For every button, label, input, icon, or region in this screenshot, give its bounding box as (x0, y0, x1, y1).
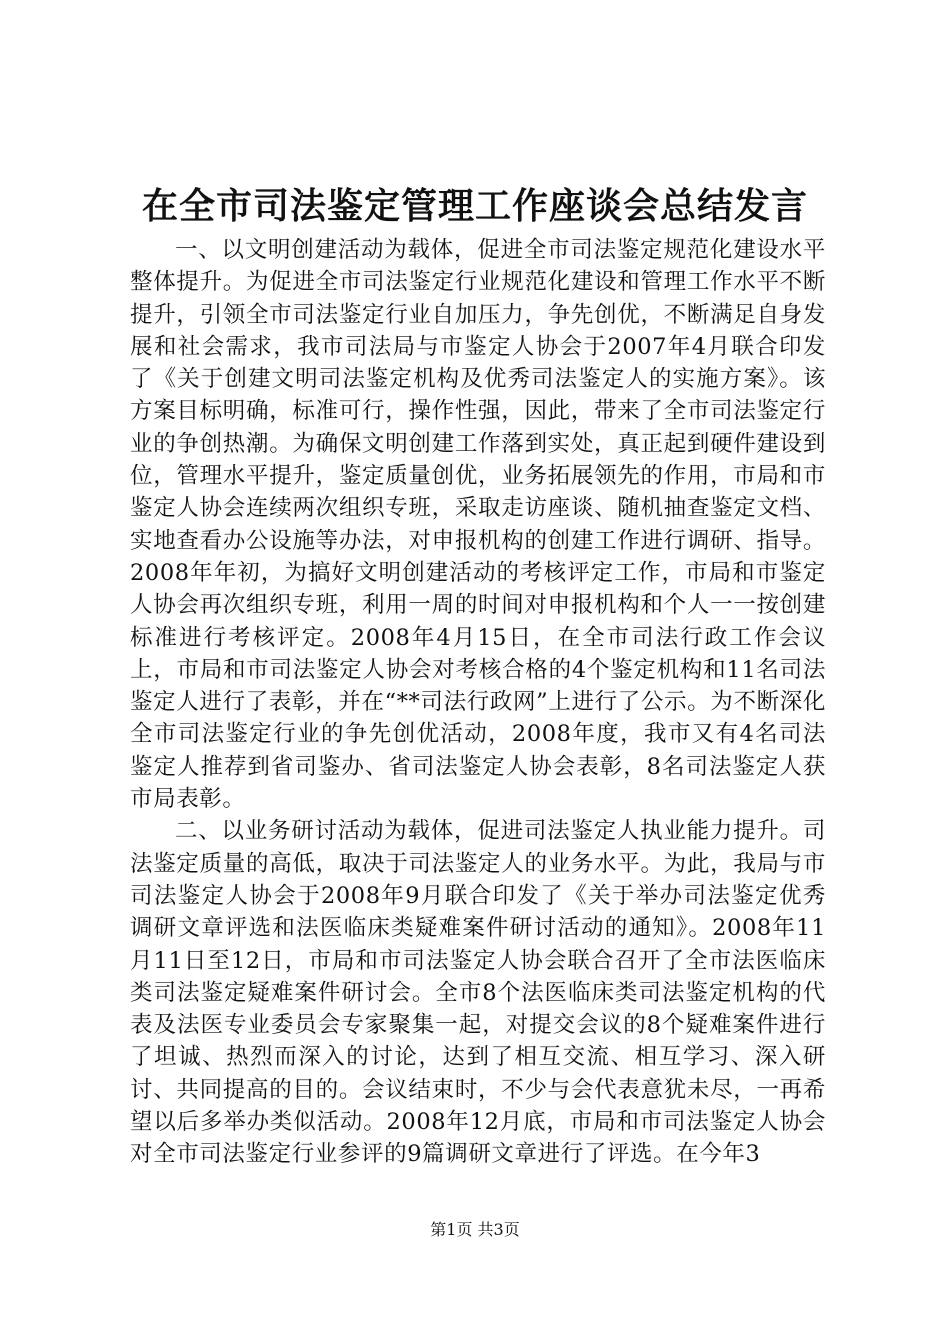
paragraph-2: 二、以业务研讨活动为载体，促进司法鉴定人执业能力提升。司法鉴定质量的高低，取决于司法鉴定人的业务水平。为此，我局与市司法鉴定人协会于2008年9月联合印发了《关于举办司法鉴定优秀调研文章评选和法医临床类疑难案件研讨活动的通知》。2008年11月11日至12日，市局和市司法鉴定人协会联合召开了全市法医临床类司法鉴定疑难案件研讨会。全市8个法医临床类司法鉴定机构的代表及法医专业委员会专家聚集一起，对提交会议的8个疑难案件进行了坦诚、热烈而深入的讨论，达到了相互交流、相互学习、深入研讨、共同提高的目的。会议结束时，不少与会代表意犹未尽，一再希望以后多举办类似活动。2008年12月底，市局和市司法鉴定人协会对全市司法鉴定行业参评的9篇调研文章进行了评选。在今年3 (130, 818, 826, 1168)
document-title: 在全市司法鉴定管理工作座谈会总结发言 (141, 186, 808, 227)
document-body (130, 234, 826, 1171)
paragraph-1: 一、以文明创建活动为载体，促进全市司法鉴定规范化建设水平整体提升。为促进全市司法鉴定行业规范化建设和管理工作水平不断提升，引领全市司法鉴定行业自加压力，争先创优，不断满足自身发展和社会需求，我市司法局与市鉴定人协会于2007年4月联合印发了《关于创建文明司法鉴定机构及优秀司法鉴定人的实施方案》。该方案目标明确，标准可行，操作性强，因此，带来了全市司法鉴定行业的争创热潮。为确保文明创建工作落到实处，真正起到硬件建设到位，管理水平提升，鉴定质量创优，业务拓展领先的作用，市局和市鉴定人协会连续两次组织专班，采取走访座谈、随机抽查鉴定文档、实地查看办公设施等办法，对申报机构的创建工作进行调研、指导。2008年年初，为搞好文明创建活动的考核评定工作，市局和市鉴定人协会再次组织专班，利用一周的时间对申报机构和个人一一按创建标准进行考核评定。2008年4月15日，在全市司法行政工作会议上，市局和市司法鉴定人协会对考核合格的4个鉴定机构和11名司法鉴定人进行了表彰，并在“**司法行政网”上进行了公示。为不断深化全市司法鉴定行业的争先创优活动，2008年度，我市又有4名司法鉴定人推荐到省司鉴办、省司法鉴定人协会表彰，8名司法鉴定人获市局表彰。 (130, 237, 826, 813)
page-number-footer: 第1页 共3页 (430, 1220, 520, 1239)
